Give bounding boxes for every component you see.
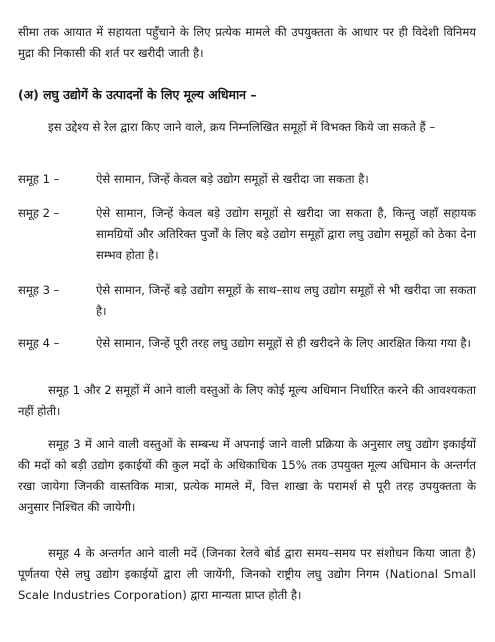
paragraph-group-3: समूह 3 में आने वाली वस्तुओं के सम्बन्ध में अपनाई जाने वाली प्रक्रिया के अनुसार लघु उद्योग इकाईयों की मदों को बड़ी उद्योग इकाईयों की कुल मदों के अधिकाधिक 15% तक उपयुक्त मूल्य अधिमान के अन्तर्गत रखा जायेगा जिनकी वास्तविक मात्रा, प्रत्येक मामले में, वित्त शाखा के परामर्श से पूरी तरह उपयुक्तता के अनुसार निश्चित की जायेगी।: [18, 437, 476, 514]
paragraph-group-4: समूह 4 के अन्तर्गत आने वाली मदें (जिनका रेलवे बोर्ड द्वारा समय–समय पर संशोधन किया जाता है) पूर्णतया ऐसे लघु उद्योग इकाईयों द्वारा ली जायेंगी, जिनको राष्ट्रीय लघु उद्योग निगम (National Small Scale Industries Corporation) द्वारा मान्यता प्राप्त होती है।: [18, 546, 476, 602]
group-label: समूह 2 –: [18, 206, 60, 220]
section-heading: (अ) लघु उद्योगें के उत्पादनों के लिए मूल्य अधिमान –: [18, 87, 257, 102]
group-text: ऐसे सामान, जिन्हें पूरी तरह लघु उद्योग समूहों से ही खरीदने के लिए आरक्षित किया गया है।: [96, 336, 471, 350]
group-text: ऐसे सामान, जिन्हें बड़े उद्योग समूहों के साथ–साथ लघु उद्योग समूहों से भी खरीदा जा सकता है।: [96, 283, 476, 318]
group-text: ऐसे सामान, जिन्हें केवल बड़े उद्योग समूहों से खरीदा जा सकता है।: [96, 172, 369, 186]
group-item-1: [18, 169, 476, 190]
group-item-3: [18, 280, 476, 322]
group-item-2: [18, 203, 476, 266]
group-label: समूह 4 –: [18, 336, 60, 350]
group-item-4: [18, 333, 476, 354]
intro-paragraph: सीमा तक आयात में सहायता पहुँचाने के लिए प्रत्येक मामले की उपयुक्तता के आधार पर ही विदेशी विनिमय मुद्रा की निकासी की शर्त पर खरीदी जाती है।: [18, 25, 476, 60]
group-label: समूह 3 –: [18, 283, 60, 297]
purpose-paragraph: इस उद्देश्य से रेल द्वारा किए जाने वाले, क्रय निम्नलिखित समूहों में विभक्त किये जा सकते हैं –: [48, 120, 436, 134]
group-label: समूह 1 –: [18, 172, 60, 186]
group-text: ऐसे सामान, जिन्हें केवल बड़े उद्योग समूहों से खरीदा जा सकता है, किन्तु जहाँ सहायक सामग्रियों और अतिरिक्त पुर्जों के लिए बड़े उद्योग समूहों द्वारा लघु उद्योग समूहों को ठेका देना सम्भव होता है।: [96, 206, 476, 262]
paragraph-groups-1-2: समूह 1 और 2 समूहों में आने वाली वस्तुओं के लिए कोई मूल्य अधिमान निर्धारित करने की आवश्यकता नहीं होती।: [18, 383, 476, 418]
